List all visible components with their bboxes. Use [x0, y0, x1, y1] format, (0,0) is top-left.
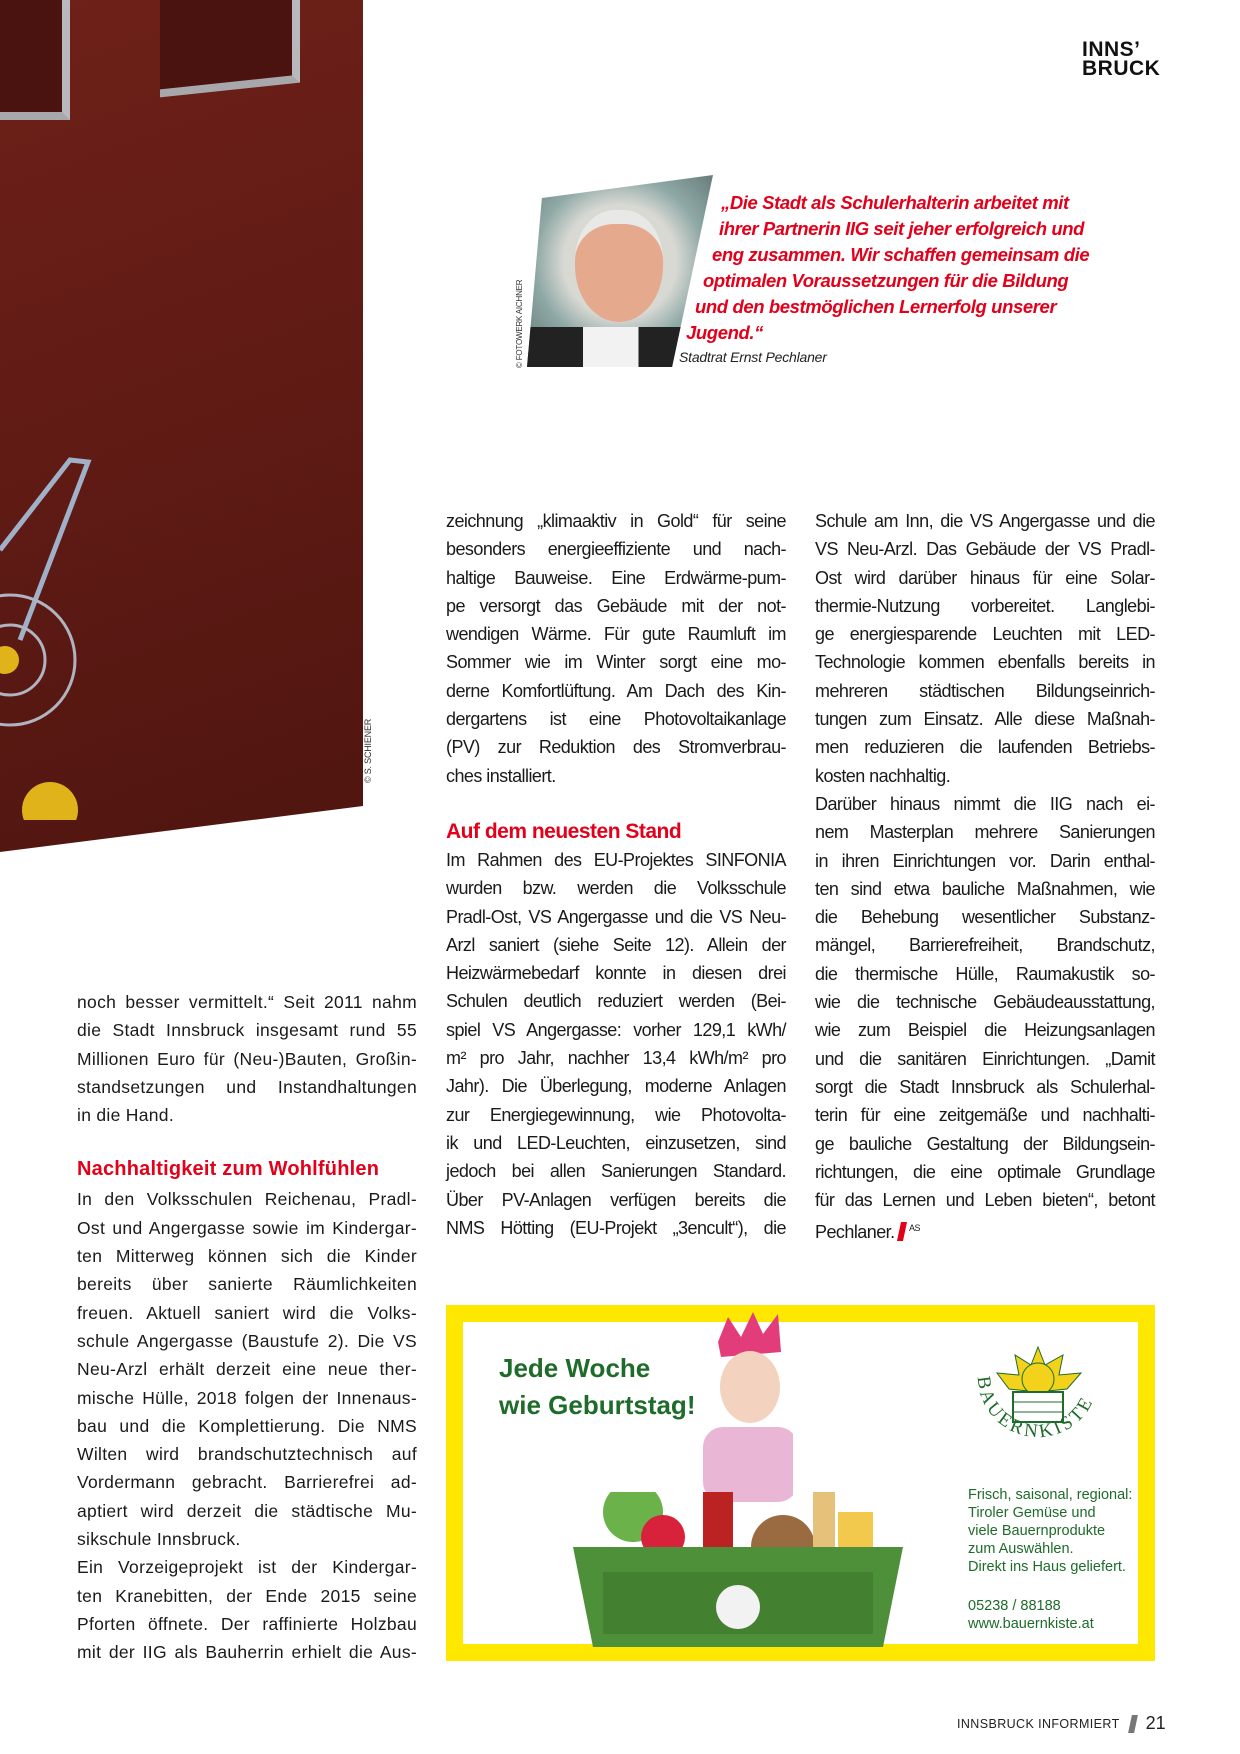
text-line: zeichnung „klimaaktiv in Gold“ für seine [446, 511, 786, 531]
ad-description [968, 1486, 1132, 1576]
pull-quote [676, 190, 1089, 365]
text-line: und die sanitären Einrichtungen. „Damit [815, 1048, 1155, 1069]
text-line: zur Energiegewinnung, wie Photovolta- [446, 1104, 786, 1125]
text-line: wurden bzw. werden die Volksschule [446, 878, 786, 899]
ad-headline [499, 1350, 695, 1424]
text-line: die Behebung wesentlicher Substanz- [815, 907, 1155, 928]
text-line: ten sind etwa bauliche Maßnahmen, wie [815, 878, 1155, 899]
text-line: noch besser vermittelt.“ Seit 2011 nahm [77, 992, 417, 1012]
text-line: VS Neu-Arzl. Das Gebäude der VS Pradl- [815, 539, 1155, 560]
text-line: kosten nachhaltig. [815, 765, 951, 786]
text-line: Im Rahmen des EU-Projektes SINFONIA [446, 849, 786, 870]
portrait-credit: © FOTOWERK AICHNER [515, 279, 524, 368]
text-line: Jahr). Die Überlegung, moderne Anlagen [446, 1076, 786, 1097]
text-line: wie die technische Gebäudeausstattung, [815, 992, 1155, 1013]
bauernkiste-advertisement[interactable] [446, 1305, 1155, 1661]
text-line: sikschule Innsbruck. [77, 1529, 241, 1550]
photo-credit: © S. SCHIENER [363, 718, 373, 783]
text-line: Schulen deutlich reduziert werden (Bei- [446, 991, 786, 1012]
publication-name: INNSBRUCK INFORMIERT [957, 1716, 1120, 1731]
ad-headline-line: Jede Woche [499, 1353, 651, 1383]
text-line: mängel, Barrierefreiheit, Brandschutz, [815, 935, 1155, 956]
text-line: Wilten wird brandschutztechnisch auf [77, 1444, 417, 1465]
text-line: (PV) zur Reduktion des Stromverbrau- [446, 737, 786, 758]
logo-line-1: INNS’ [1082, 38, 1141, 61]
school-photo [0, 0, 363, 852]
text-line: Ein Vorzeigeprojekt ist der Kindergar- [77, 1557, 417, 1578]
quote-attribution: Stadtrat Ernst Pechlaner [679, 349, 827, 365]
text-line: Ost und Angergasse sowie im Kindergar- [77, 1217, 417, 1238]
text-line: ge bauliche Gestaltung der Bildungsein- [815, 1133, 1155, 1154]
text-line: men reduzieren die laufenden Betriebs- [815, 737, 1155, 758]
text-line: mehreren städtischen Bildungseinrich- [815, 680, 1155, 701]
section-heading: Nachhaltigkeit zum Wohlfühlen [77, 1158, 380, 1181]
end-mark-icon [897, 1222, 907, 1241]
ad-text-line: viele Bauernprodukte [968, 1523, 1106, 1539]
innsbruck-logo [1082, 40, 1160, 78]
text-line: nem Masterplan mehrere Sanierungen [815, 822, 1155, 843]
text-line: richtungen, die eine optimale Grundlage [815, 1161, 1155, 1182]
quote-line: Jugend.“ [686, 322, 763, 343]
text-line: bau und die Komplettierung. Die NMS [77, 1415, 417, 1436]
text-line: Neu-Arzl erhält derzeit eine neue ther- [77, 1359, 417, 1380]
quote-line: eng zusammen. Wir schaffen gemeinsam die [712, 244, 1090, 265]
column-1 [77, 988, 417, 1667]
text-line: in die Hand. [77, 1105, 174, 1126]
text-line: Heizwärmebedarf konnte in diesen drei [446, 963, 786, 984]
text-line [815, 1214, 1155, 1242]
text-line: Pradl-Ost, VS Angergasse und die VS Neu- [446, 906, 786, 927]
text-line: spiel VS Angergasse: vorher 129,1 kWh/ [446, 1019, 786, 1040]
text-line: ten Kranebitten, der Ende 2015 seine [77, 1585, 417, 1606]
ad-text-line: Direkt ins Haus geliefert. [968, 1559, 1126, 1575]
text-line: Vordermann gebracht. Barrierefrei ad- [77, 1472, 417, 1493]
text-line: sorgt die Stadt Innsbruck als Schulerhal- [815, 1076, 1155, 1097]
text-line: besonders energieeffiziente und nach- [446, 539, 786, 560]
child-graphic [703, 1312, 793, 1502]
text-line: dergartens ist eine Photovoltaikanlage [446, 709, 786, 730]
text-line: Ost wird darüber hinaus für eine Solar- [815, 567, 1155, 588]
vegetable-crate-graphic [573, 1492, 903, 1647]
ad-text-line: Tiroler Gemüse und [968, 1505, 1096, 1521]
ad-website-link[interactable]: www.bauernkiste.at [968, 1616, 1094, 1632]
text-line: terin für eine zeitgemäße und nachhalti- [815, 1105, 1155, 1126]
text-line: haltige Bauweise. Eine Erdwärme-pum- [446, 567, 786, 588]
text-line: NMS Hötting (EU-Projekt „3encult“), die [446, 1217, 786, 1238]
ad-text-line: Frisch, saisonal, regional: [968, 1487, 1133, 1503]
text-line: wie zum Beispiel die Heizungsanlagen [815, 1020, 1155, 1041]
svg-text:BAUERNKISTE: BAUERNKISTE [972, 1374, 1099, 1443]
text-line: pe versorgt das Gebäude mit der not- [446, 595, 786, 616]
ad-headline-line: wie Geburtstag! [499, 1390, 696, 1420]
text-line: Darüber hinaus nimmt die IIG nach ei- [815, 793, 1155, 814]
text-line: derne Komfortlüftung. Am Dach des Kin- [446, 680, 786, 701]
closing-word: Pechlaner. [815, 1222, 895, 1243]
bauernkiste-logo [963, 1337, 1113, 1467]
author-initials: AS [909, 1223, 920, 1234]
text-line: Pforten öffnete. Der raffinierte Holzbau [77, 1613, 417, 1634]
text-line: m² pro Jahr, nachher 13,4 kWh/m² pro [446, 1048, 786, 1069]
text-line: thermie-Nutzung vorbereitet. Langlebi- [815, 595, 1155, 616]
text-line: für das Lernen und Leben bieten“, betont [815, 1190, 1155, 1211]
page-number: 21 [1145, 1713, 1166, 1733]
text-line: standsetzungen und Instandhaltungen [77, 1076, 417, 1097]
column-3 [815, 507, 1155, 1243]
text-line: schule Angergasse (Baustufe 2). Die VS [77, 1330, 417, 1351]
hose-reel-graphic [0, 440, 120, 820]
text-line: die Stadt Innsbruck insgesamt rund 55 [77, 1020, 417, 1041]
text-line: in ihren Einrichtungen vor. Darin enthal- [815, 850, 1155, 871]
text-line: aptiert wird derzeit die städtische Mu- [77, 1500, 417, 1521]
ad-phone[interactable]: 05238 / 88188 [968, 1598, 1061, 1614]
quote-line: ihrer Partnerin IIG seit jeher erfolgreich und [719, 218, 1085, 239]
text-line: bereits über sanierte Räumlichkeiten [77, 1274, 417, 1295]
text-line: Sommer wie im Winter sorgt eine mo- [446, 652, 786, 673]
text-line: mit der IIG als Bauherrin erhielt die Aus- [77, 1642, 417, 1663]
text-line: ik und LED-Leuchten, einzusetzen, sind [446, 1132, 786, 1153]
quote-line: optimalen Voraussetzungen für die Bildung [703, 270, 1069, 291]
text-line: die thermische Hülle, Raumakustik so- [815, 963, 1155, 984]
text-line: ge energiesparende Leuchten mit LED- [815, 624, 1155, 645]
text-line: Arzl saniert (siehe Seite 12). Allein der [446, 934, 786, 955]
text-line: mische Hülle, 2018 folgen der Innenaus- [77, 1387, 417, 1408]
slash-icon [1128, 1715, 1138, 1733]
text-line: Über PV-Anlagen verfügen bereits die [446, 1189, 786, 1210]
text-line: tungen zum Einsatz. Alle diese Maßnah- [815, 709, 1155, 730]
text-line: In den Volksschulen Reichenau, Pradl- [77, 1189, 417, 1210]
text-line: ches installiert. [446, 765, 556, 786]
quote-line: „Die Stadt als Schulerhalterin arbeitet mit [721, 192, 1069, 213]
section-heading: Auf dem neuesten Stand [446, 819, 682, 843]
text-line: Millionen Euro für (Neu-)Bauten, Großin- [77, 1048, 417, 1069]
text-line: freuen. Aktuell saniert wird die Volks- [77, 1302, 417, 1323]
page-footer [957, 1713, 1166, 1734]
text-line: jedoch bei allen Sanierungen Standard. [446, 1161, 786, 1182]
column-2 [446, 507, 786, 1242]
ad-contact [968, 1597, 1094, 1633]
text-line: Technologie kommen ebenfalls bereits in [815, 652, 1155, 673]
text-line: ten Mitterweg können sich die Kinder [77, 1246, 417, 1267]
logo-line-2: BRUCK [1082, 57, 1161, 80]
text-line: Schule am Inn, die VS Angergasse und die [815, 511, 1155, 531]
ad-text-line: zum Auswählen. [968, 1541, 1074, 1557]
text-line: wendigen Wärme. Für gute Raumluft im [446, 624, 786, 645]
quote-line: und den bestmöglichen Lernerfolg unserer [695, 296, 1057, 317]
